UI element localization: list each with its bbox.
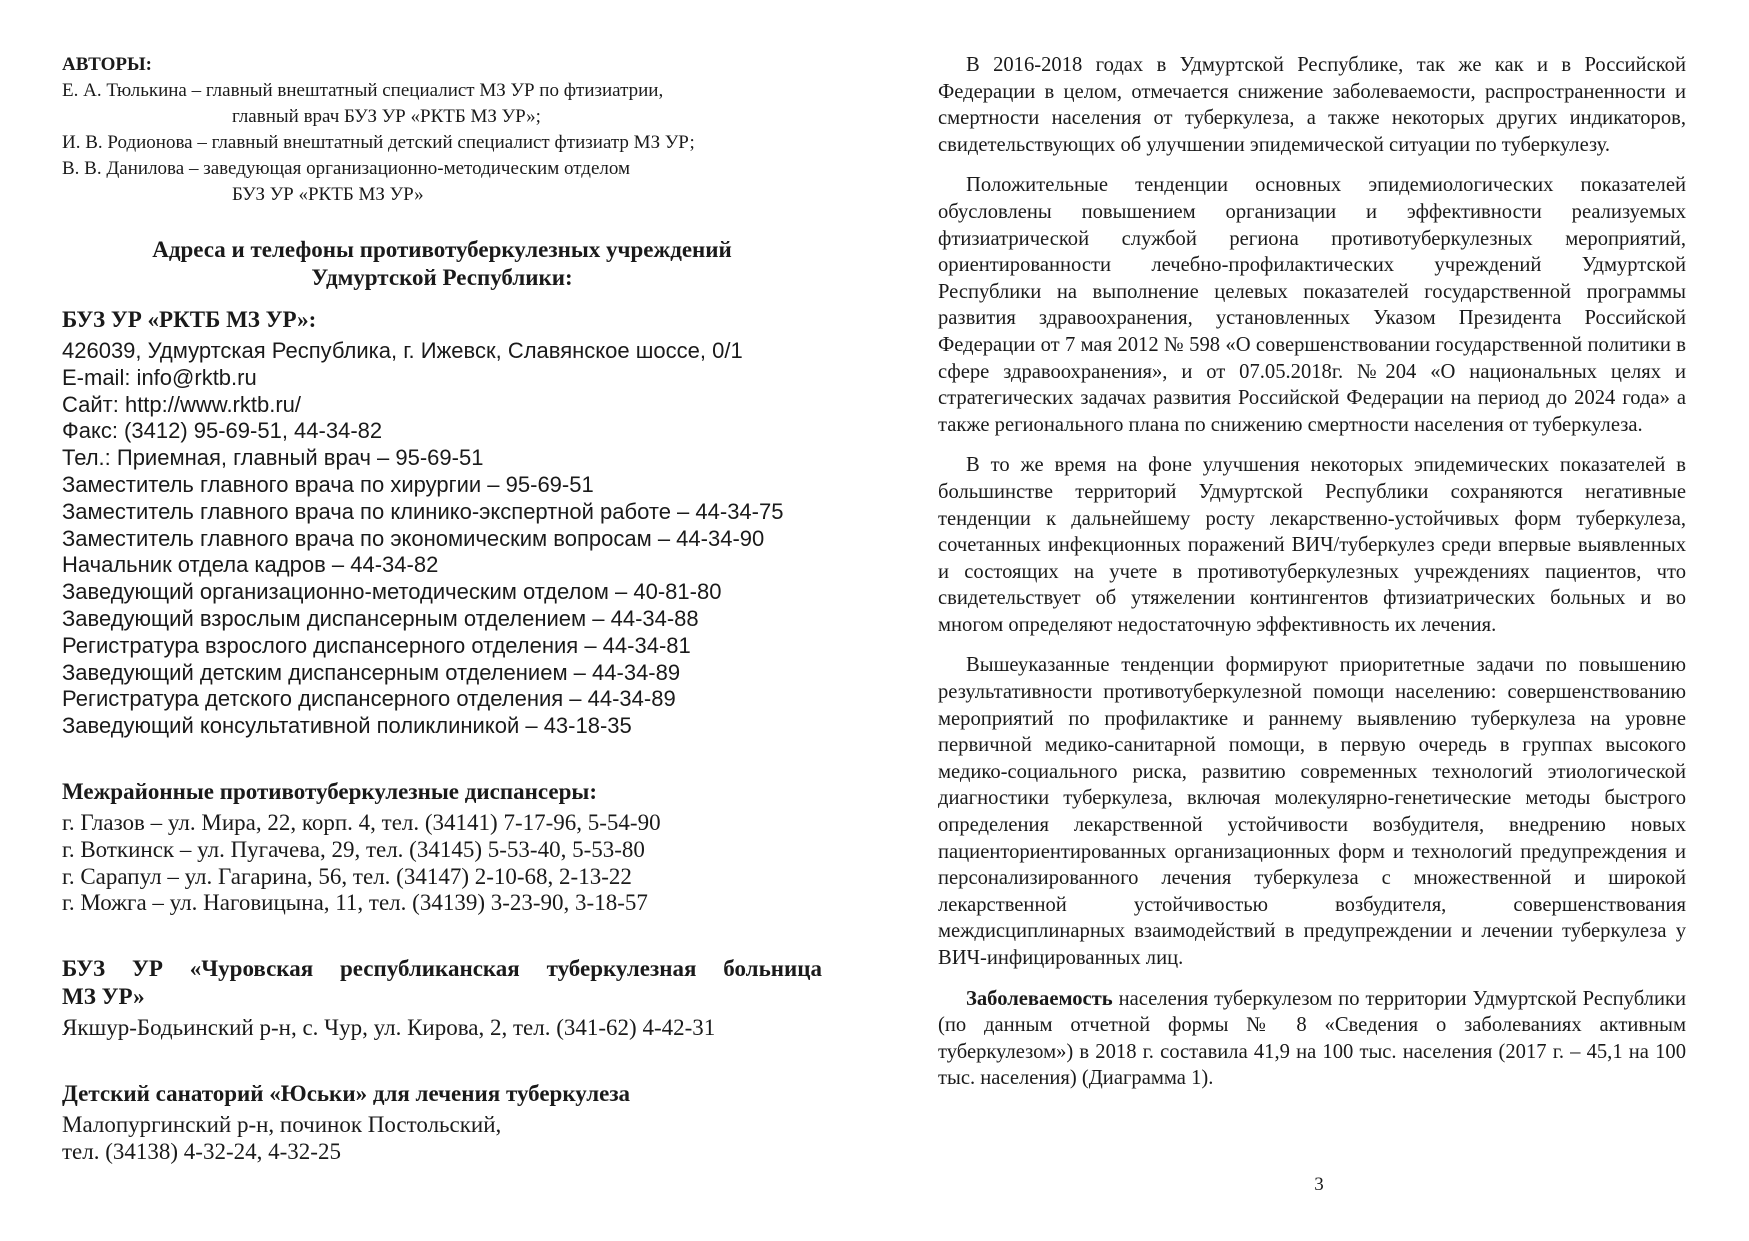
author-entry: [62, 78, 822, 130]
website-line: Сайт: http://www.rktb.ru/: [62, 391, 302, 417]
rktb-heading: БУЗ УР «РКТБ МЗ УР»:: [62, 307, 317, 332]
phone-line: Регистратура детского диспансерного отделения – 44-34-89: [62, 686, 676, 712]
phone-line: Заведующий консультативной поликлиникой – 43-18-35: [62, 713, 632, 739]
paragraph: Положительные тенденции основных эпидемиологических показателей обусловлены повышением организации и эффективности реализуемых фтизиатрической службой региона противотуберкулезных мероприятий, ориентированности лечебно-профилактических учреждений Удмуртской Республики на выполнение целевых показателей государственной программы развития здравоохранения, установленных Указом Президента Российской Федерации от 7 мая 2012 № 598 «О совершенствовании государственной политики в сфере здравоохранения», и от 07.05.2018г. №204 «О национальных целях и стратегических задачах развития Российской Федерации на период до 2024 года» а также регионального плана по снижению смертности населения от туберкулеза.: [938, 174, 1686, 436]
incidence-text: населения туберкулезом по территории Удмуртской Республики (по данным отчетной формы № 8 «Сведения о заболеваниях активным туберкулезом») в 2018 г. составила 41,9 на 100 тыс. населения (2017 г. – 45,1 на 100 тыс. населения) (Диаграмма 1).: [938, 987, 1686, 1090]
sanatorium-heading: Детский санаторий «Юськи» для лечения туберкулеза: [62, 1080, 631, 1106]
address-line: Якшур-Бодьинский р-н, с. Чур, ул. Кирова, 2, тел. (341-62) 4-42-31: [62, 1015, 716, 1041]
phone-line: Заместитель главного врача по клинико-экспертной работе – 44-34-75: [62, 498, 784, 524]
paragraph: В 2016-2018 годах в Удмуртской Республике, так же как и в Российской Федерации в целом, отмечается снижение заболеваемости, распространенности и смертности населения от туберкулеза, а также некоторых других индикаторов, свидетельствующих об улучшении эпидемической ситуации по туберкулезу.: [938, 54, 1686, 156]
address-line: 426039, Удмуртская Республика, г. Ижевск, Славянское шоссе, 0/1: [62, 338, 743, 363]
phone-line: Заведующий организационно-методическим отделом – 40-81-80: [62, 579, 722, 605]
phone-line: Тел.: Приемная, главный врач – 95-69-51: [62, 445, 484, 471]
right-page: [938, 52, 1686, 1241]
phone-line: Заместитель главного врача по экономическим вопросам – 44-34-90: [62, 525, 765, 551]
phone-line: Заведующий взрослым диспансерным отделением – 44-34-88: [62, 605, 699, 631]
author-entry: [62, 130, 822, 156]
dispensaries-list: [62, 810, 822, 917]
address-line: Малопургинский р-н, починок Постольский,: [62, 1111, 502, 1137]
sanatorium-contacts: [62, 1112, 822, 1166]
paragraph: Вышеуказанные тенденции формируют приоритетные задачи по повышению результативности противотуберкулезной помощи населению: совершенствованию мероприятий по профилактике и раннему выявлению туберкулеза на уровне первичной медико-санитарной помощи, в первую очередь в группах высокого медико-социального риска, развитию современных технологий этиологической диагностики туберкулеза, включая молекулярно-генетические методы быстрого определения лекарственной устойчивости возбудителя, внедрению новых пациенториентированных организационных форм и технологий предупреждения и персонализированного лечения туберкулеза с множественной и широкой лекарственной устойчивостью возбудителя, совершенствования междисциплинарных взаимодействий в предупреждении и лечении туберкулеза у ВИЧ-инфицированных лиц.: [938, 654, 1686, 969]
phone-line: Регистратура взрослого диспансерного отделения – 44-34-81: [62, 632, 691, 658]
left-page: [62, 52, 822, 1241]
phone-line: Заместитель главного врача по хирургии – 95-69-51: [62, 471, 594, 497]
author-line-continued: БУЗ УР «РКТБ МЗ УР»: [232, 184, 424, 205]
incidence-paragraph: [938, 986, 1686, 1092]
page-number: 3: [1314, 1174, 1324, 1195]
fax-line: Факс: (3412) 95-69-51, 44-34-82: [62, 418, 383, 444]
authors-heading: АВТОРЫ:: [62, 54, 152, 75]
dispensary-line: г. Можга – ул. Наговицына, 11, тел. (34139) 3-23-90, 3-18-57: [62, 890, 648, 916]
phone-line: Заведующий детским диспансерным отделением – 44-34-89: [62, 659, 681, 685]
author-line: Е. А. Тюлькина – главный внештатный специалист МЗ УР по фтизиатрии,: [62, 80, 664, 101]
dispensary-line: г. Глазов – ул. Мира, 22, корп. 4, тел. (34141) 7-17-96, 5-54-90: [62, 809, 661, 835]
dispensaries-heading: Межрайонные противотуберкулезные диспансеры:: [62, 778, 597, 804]
paragraph: В то же время на фоне улучшения некоторых эпидемических показателей в большинстве территорий Удмуртской Республики сохраняются негативные тенденции к дальнейшему росту лекарственно-устойчивых форм туберкулеза, сочетанных инфекционных поражений ВИЧ/туберкулез среди впервые выявленных и состоящих на учете в противотуберкулезных учреждениях пациентов, что свидетельствует об утяжелении контингентов фтизиатрических больных и во многом определяют недостаточную эффективность их лечения.: [938, 454, 1686, 636]
author-line: В. В. Данилова – заведующая организационно-методическим отделом: [62, 158, 631, 179]
addresses-heading: Адреса и телефоны противотуберкулезных учреждений Удмуртской Республики:: [152, 237, 732, 290]
churovskaya-heading: БУЗ УР «Чуровская республиканская туберкулезная больница МЗ УР»: [62, 956, 822, 1010]
author-line: И. В. Родионова – главный внештатный детский специалист фтизиатр МЗ УР;: [62, 132, 695, 153]
dispensary-line: г. Воткинск – ул. Пугачева, 29, тел. (34145) 5-53-40, 5-53-80: [62, 836, 645, 862]
author-line-continued: главный врач БУЗ УР «РКТБ МЗ УР»;: [232, 106, 541, 127]
phone-line: Начальник отдела кадров – 44-34-82: [62, 552, 439, 578]
rktb-contacts: [62, 338, 822, 740]
phone-line: тел. (34138) 4-32-24, 4-32-25: [62, 1138, 341, 1164]
email-line: E-mail: info@rktb.ru: [62, 364, 257, 390]
author-entry: [62, 156, 822, 208]
incidence-term: Заболеваемость: [966, 987, 1113, 1010]
dispensary-line: г. Сарапул – ул. Гагарина, 56, тел. (34147) 2-10-68, 2-13-22: [62, 863, 632, 889]
churovskaya-contacts: [62, 1015, 822, 1042]
